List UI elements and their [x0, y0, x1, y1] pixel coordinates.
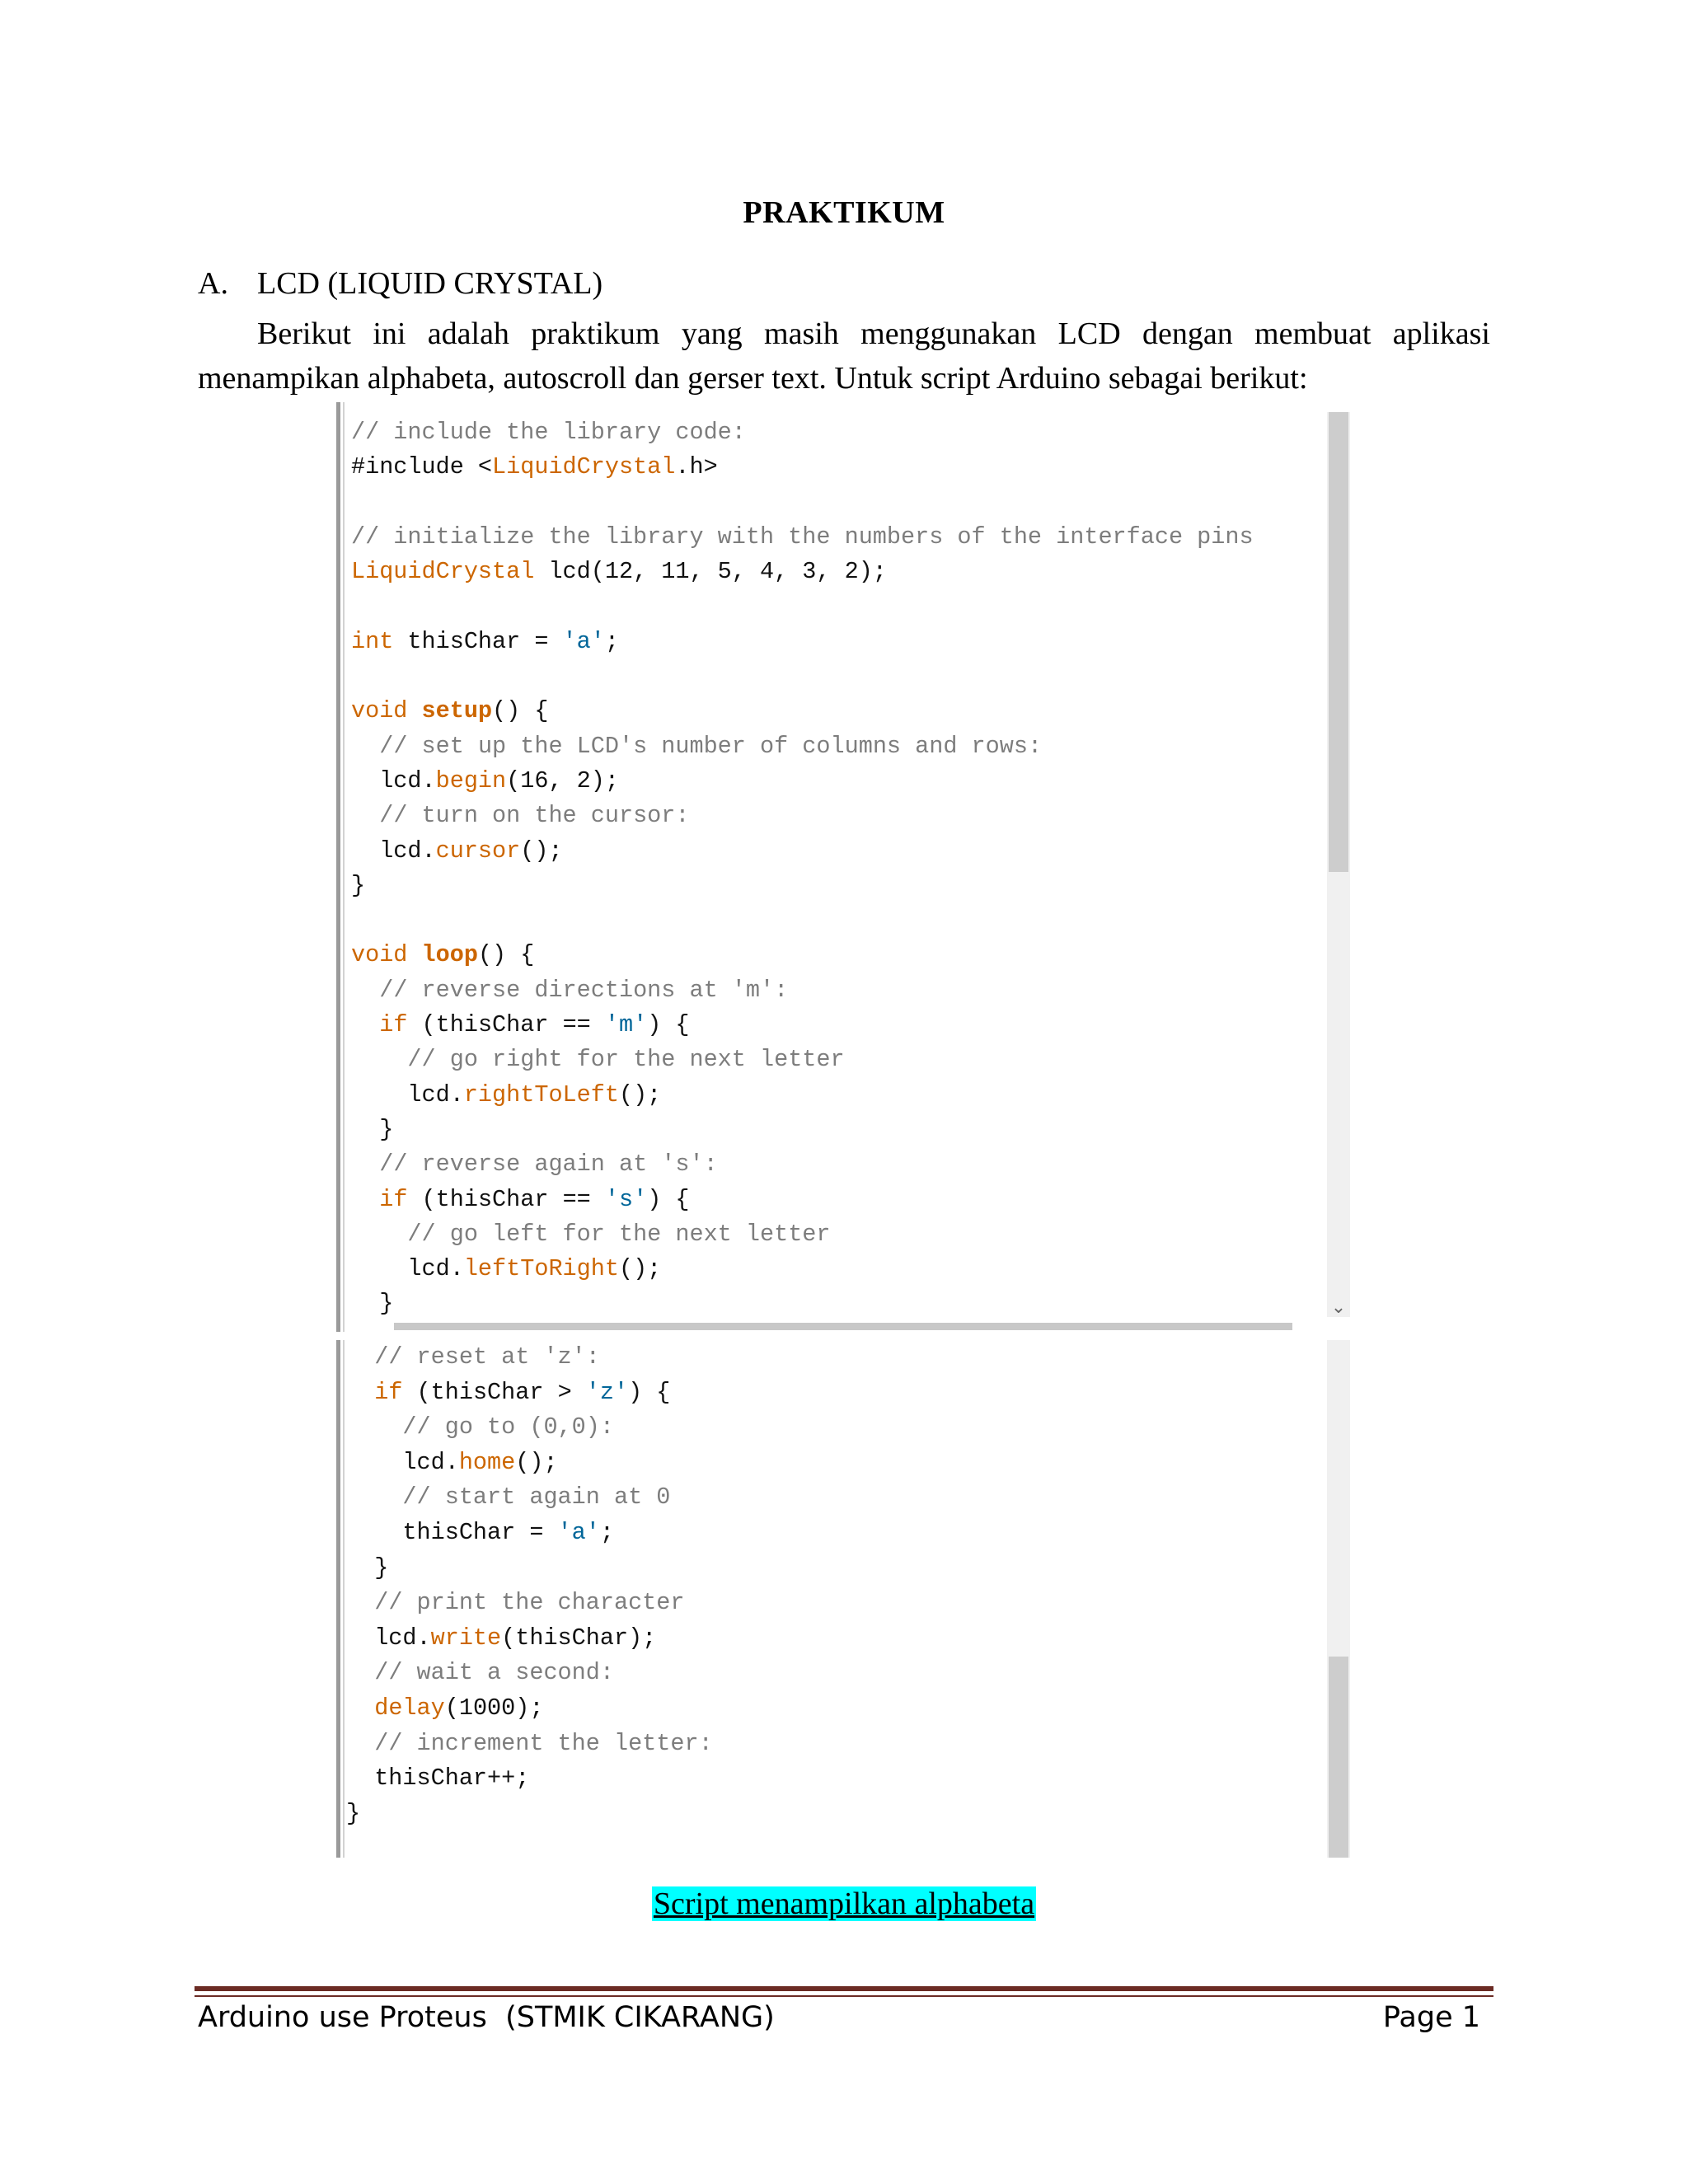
code-line [351, 1043, 1254, 1077]
code-token-keyword-bold: setup [421, 697, 493, 725]
code-token-keyword: void [351, 697, 408, 725]
code-line [351, 973, 1254, 1008]
code-line [346, 1516, 713, 1551]
code-token-plain: () { [492, 697, 549, 725]
code-token-plain [346, 1659, 374, 1686]
code-token-plain [407, 697, 421, 724]
code-token-plain: } [351, 871, 366, 899]
code-token-comment: // turn on the cursor: [379, 802, 690, 830]
caption-link[interactable]: Script menampilkan alphabeta [653, 1886, 1035, 1921]
code-line [346, 1761, 713, 1797]
code-token-plain [346, 1413, 402, 1441]
code-line [351, 555, 1254, 589]
code-line [351, 1217, 1254, 1252]
code-line [351, 869, 1254, 903]
code-line [351, 903, 1254, 938]
code-line [346, 1551, 713, 1586]
code-token-plain: lcd. [351, 1080, 464, 1108]
code-token-plain: } [346, 1799, 361, 1827]
code-token-plain: (); [618, 1080, 662, 1108]
code-token-comment: // reverse directions at 'm': [379, 976, 789, 1004]
code-line [351, 520, 1254, 555]
code-block [346, 1340, 713, 1831]
code-token-comment: // increment the letter: [374, 1729, 713, 1757]
code-token-keyword-bold: loop [421, 941, 478, 969]
code-token-plain [346, 1694, 374, 1722]
code-token-plain: } [351, 1115, 394, 1143]
code-line [351, 729, 1254, 764]
code-token-plain: } [351, 1290, 394, 1318]
code-line [351, 450, 1254, 485]
code-token-keyword: cursor [435, 837, 521, 865]
code-token-plain: .h> [675, 453, 718, 481]
horizontal-scrollbar[interactable] [394, 1323, 1292, 1330]
code-token-plain [351, 1151, 379, 1178]
code-token-plain: thisChar = [393, 627, 563, 655]
code-line [346, 1340, 713, 1376]
code-line [346, 1586, 713, 1621]
code-token-keyword: int [351, 627, 394, 655]
code-line [351, 694, 1254, 729]
code-token-plain: ) { [647, 1185, 690, 1213]
footer-rule-thick [195, 1986, 1493, 1991]
code-token-plain: (thisChar == [407, 1185, 605, 1213]
code-line [351, 1008, 1254, 1043]
code-line [351, 625, 1254, 659]
code-token-plain: ; [604, 627, 619, 655]
code-token-plain [346, 1379, 374, 1406]
code-token-comment: // start again at 0 [402, 1483, 671, 1511]
code-token-comment: // include the library code: [351, 419, 746, 446]
section-heading [198, 265, 603, 302]
code-token-comment: // reverse again at 's': [379, 1151, 718, 1179]
code-token-keyword: if [374, 1378, 403, 1406]
code-token-string: 's' [604, 1185, 648, 1213]
code-line [346, 1446, 713, 1481]
code-token-comment: // print the character [374, 1589, 685, 1617]
scrollbar-thumb[interactable] [1329, 412, 1348, 872]
code-token-plain: (1000); [444, 1694, 544, 1722]
code-token-plain: (); [515, 1448, 558, 1476]
code-token-comment: // wait a second: [374, 1659, 614, 1687]
footer-title: Arduino use Proteus (STMIK CIKARANG) [198, 2001, 775, 2034]
code-screenshot-bottom [336, 1340, 1350, 1858]
code-line [346, 1410, 713, 1446]
code-token-plain: ; [599, 1518, 614, 1546]
code-token-plain [351, 977, 379, 1004]
code-token-comment: // go right for the next letter [407, 1046, 845, 1074]
section-number: A. [198, 266, 228, 301]
code-token-plain: } [346, 1554, 389, 1582]
code-line [351, 799, 1254, 833]
code-block [351, 415, 1254, 1322]
code-token-keyword: void [351, 941, 408, 969]
code-screenshot-top [336, 402, 1350, 1332]
code-line [351, 938, 1254, 972]
code-line [346, 1480, 713, 1516]
code-line [351, 415, 1254, 450]
code-token-plain: lcd. [346, 1624, 431, 1652]
code-line [351, 1252, 1254, 1286]
code-token-plain [351, 802, 379, 829]
code-token-plain: () { [477, 941, 535, 969]
code-line [351, 1113, 1254, 1147]
vertical-scrollbar[interactable] [1327, 1340, 1350, 1858]
code-token-plain [346, 1589, 374, 1616]
code-token-plain: lcd. [351, 766, 436, 794]
editor-gutter-line [343, 402, 345, 1332]
code-token-plain [346, 1343, 374, 1371]
code-token-keyword: begin [435, 766, 507, 794]
code-token-comment: // reset at 'z': [374, 1343, 600, 1371]
code-line [351, 659, 1254, 694]
code-token-comment: // go to (0,0): [402, 1413, 614, 1441]
code-token-plain: (thisChar); [501, 1624, 657, 1652]
code-token-plain: thisChar = [346, 1518, 558, 1546]
code-token-keyword: home [458, 1448, 516, 1476]
code-token-plain: lcd(12, 11, 5, 4, 3, 2); [534, 558, 887, 586]
code-line [351, 1078, 1254, 1113]
code-line [351, 1183, 1254, 1217]
code-token-plain [351, 1011, 379, 1038]
intro-line-1: Berikut ini adalah praktikum yang masih menggunakan LCD dengan membuat aplikasi [257, 316, 1490, 351]
code-token-keyword: leftToRight [463, 1255, 619, 1283]
code-line [351, 485, 1254, 520]
code-token-plain: #include < [351, 453, 493, 481]
code-token-plain: (); [520, 837, 563, 865]
code-token-keyword: if [379, 1011, 408, 1039]
code-token-plain: ) { [647, 1011, 690, 1039]
footer-rule-thin [195, 1995, 1493, 1997]
code-token-plain [351, 1221, 407, 1248]
section-title: LCD (LIQUID CRYSTAL) [257, 266, 603, 301]
intro-line-2: menampikan alphabeta, autoscroll dan gerser text. Untuk script Arduino sebagai berikut: [198, 361, 1308, 396]
chevron-down-icon[interactable]: ⌄ [1330, 1297, 1347, 1318]
editor-gutter-line [343, 1340, 345, 1858]
code-token-plain: lcd. [346, 1448, 459, 1476]
code-token-plain: lcd. [351, 1255, 464, 1283]
code-line [351, 589, 1254, 624]
editor-gutter [336, 1340, 340, 1858]
code-token-keyword: rightToLeft [463, 1080, 619, 1108]
code-token-plain [346, 1483, 402, 1511]
intro-paragraph [198, 312, 1490, 401]
code-token-string: 'a' [557, 1518, 600, 1546]
figure-caption [0, 1886, 1688, 1922]
code-token-string: 'z' [585, 1378, 629, 1406]
editor-gutter [336, 402, 340, 1332]
code-token-plain [351, 1046, 407, 1073]
code-token-plain: thisChar++; [346, 1765, 530, 1793]
code-token-keyword: delay [374, 1694, 445, 1722]
code-line [351, 1147, 1254, 1182]
code-token-comment: // initialize the library with the numbers of the interface pins [351, 523, 1254, 551]
code-token-plain [351, 1186, 379, 1213]
vertical-scrollbar[interactable] [1327, 412, 1350, 1317]
page-number: Page 1 [1382, 2001, 1480, 2034]
code-token-keyword: LiquidCrystal [492, 453, 676, 481]
code-token-plain: (thisChar > [402, 1378, 586, 1406]
code-token-plain [407, 941, 421, 968]
code-token-plain: lcd. [351, 837, 436, 865]
code-line [346, 1727, 713, 1762]
scrollbar-thumb[interactable] [1329, 1657, 1348, 1858]
code-token-plain: (16, 2); [506, 766, 619, 794]
code-line [346, 1621, 713, 1657]
code-line [351, 834, 1254, 869]
code-line [346, 1656, 713, 1691]
code-line [346, 1691, 713, 1727]
code-token-comment: // set up the LCD's number of columns and rows: [379, 732, 1043, 760]
code-token-plain [346, 1730, 374, 1757]
code-line [346, 1376, 713, 1411]
code-token-plain [351, 733, 379, 760]
code-token-keyword: if [379, 1185, 408, 1213]
code-token-comment: // go left for the next letter [407, 1220, 831, 1248]
code-token-keyword: write [430, 1624, 502, 1652]
code-token-plain: (thisChar == [407, 1011, 605, 1039]
code-line [351, 764, 1254, 799]
code-token-plain: (); [618, 1255, 662, 1283]
page-title: PRAKTIKUM [743, 195, 945, 230]
code-token-keyword: LiquidCrystal [351, 558, 535, 586]
code-token-string: 'a' [562, 627, 605, 655]
code-line [346, 1797, 713, 1832]
code-token-string: 'm' [604, 1011, 648, 1039]
code-token-plain: ) { [628, 1378, 671, 1406]
code-line [351, 1286, 1254, 1321]
